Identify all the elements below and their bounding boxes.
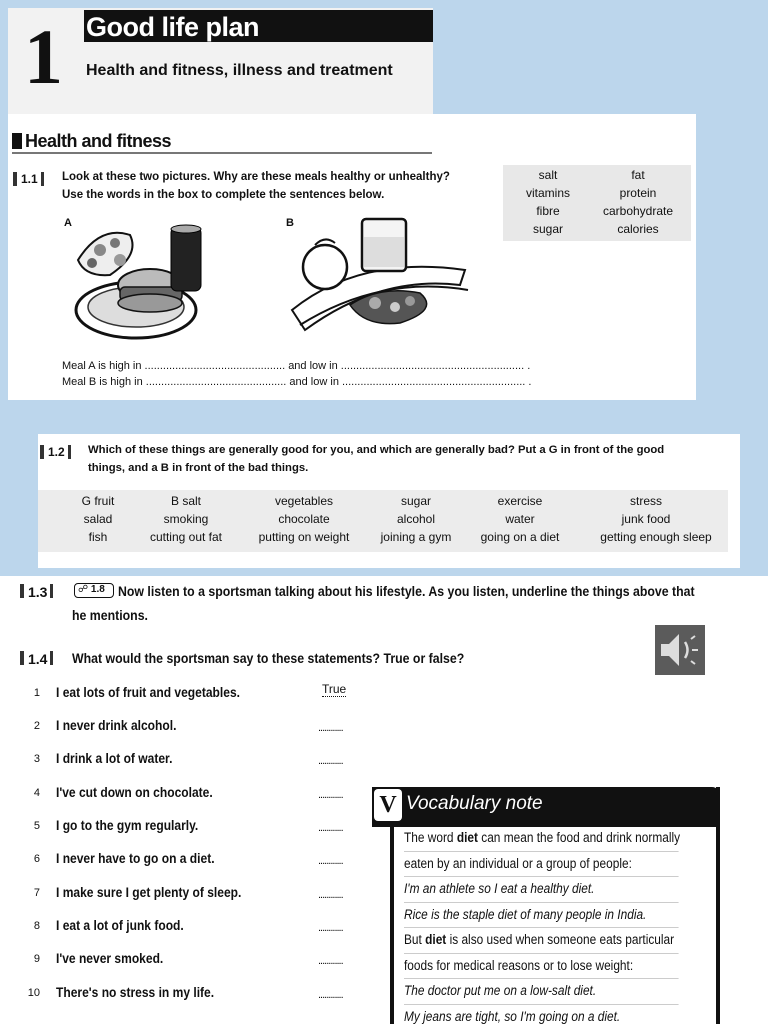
statement-answer[interactable]: ............ bbox=[318, 989, 343, 1001]
statement-text: I go to the gym regularly. bbox=[56, 817, 199, 833]
vocab-example: I'm an athlete so I eat a healthy diet. bbox=[404, 877, 679, 903]
statement-text: I never have to go on a diet. bbox=[56, 850, 215, 866]
vocabulary-note-border bbox=[716, 787, 720, 1024]
word-box-item: carbohydrate bbox=[602, 204, 674, 218]
word-box-item: fat bbox=[631, 168, 645, 182]
word-box-item: calories bbox=[617, 222, 659, 236]
gb-word[interactable]: salad bbox=[83, 512, 113, 526]
gb-word[interactable]: fish bbox=[88, 530, 108, 544]
gb-word[interactable]: sugar bbox=[400, 494, 432, 508]
gb-word[interactable]: cutting out fat bbox=[149, 530, 223, 544]
statement-text: I make sure I get plenty of sleep. bbox=[56, 884, 242, 900]
vocab-line: eaten by an individual or a group of people: bbox=[404, 852, 679, 878]
statement-answer[interactable]: ............ bbox=[318, 789, 343, 801]
statement-number: 10 bbox=[27, 987, 40, 999]
gb-word[interactable]: G fruit bbox=[81, 494, 115, 508]
statement-number: 3 bbox=[33, 753, 40, 765]
gb-word[interactable]: putting on weight bbox=[258, 530, 350, 544]
statement-answer[interactable]: ............ bbox=[318, 755, 343, 767]
exercise-1-4-instruction: What would the sportsman say to these statements? True or false? bbox=[72, 650, 465, 666]
exercise-1-1-number: 1.1 bbox=[13, 170, 38, 188]
gb-word[interactable]: going on a diet bbox=[480, 530, 560, 544]
section-divider bbox=[12, 152, 432, 154]
statement-number: 1 bbox=[33, 687, 40, 699]
statement-number: 5 bbox=[33, 820, 40, 832]
unit-subtitle: Health and fitness, illness and treatment bbox=[86, 62, 393, 79]
word-box-item: fibre bbox=[536, 204, 560, 218]
vocab-line: foods for medical reasons or to lose weight: bbox=[404, 954, 679, 980]
statement-text: There's no stress in my life. bbox=[56, 984, 215, 1000]
vocab-line: The word diet can mean the food and drink normally bbox=[404, 826, 679, 852]
statement-number: 8 bbox=[33, 920, 40, 932]
meal-a-illustration bbox=[70, 215, 210, 345]
picture-a-label: A bbox=[64, 217, 72, 229]
sentence-meal-a[interactable]: Meal A is high in .............................................. and low in ............................................................ . bbox=[62, 360, 531, 372]
gb-word[interactable]: joining a gym bbox=[380, 530, 452, 544]
gb-word[interactable]: water bbox=[505, 512, 535, 526]
section-heading: Health and fitness bbox=[12, 131, 171, 152]
word-box-item: vitamins bbox=[525, 186, 570, 200]
exercise-1-3-number: 1.3 bbox=[20, 584, 47, 602]
vocab-example: My jeans are tight, so I'm going on a diet. bbox=[404, 1005, 679, 1024]
audio-track-badge: ☍ 1.8 bbox=[74, 583, 114, 598]
speaker-icon bbox=[655, 625, 705, 675]
vocab-example: Rice is the staple diet of many people in India. bbox=[404, 903, 679, 929]
word-box-item: protein bbox=[619, 186, 657, 200]
exercise-1-3-instruction-line2: he mentions. bbox=[72, 607, 148, 623]
statement-text: I've cut down on chocolate. bbox=[56, 784, 213, 800]
word-box-item: sugar bbox=[532, 222, 564, 236]
picture-b-label: B bbox=[286, 217, 294, 229]
exercise-1-3-instruction-line1: Now listen to a sportsman talking about his lifestyle. As you listen, underline the things above that bbox=[118, 583, 695, 599]
statement-text: I drink a lot of water. bbox=[56, 750, 173, 766]
vocab-example: The doctor put me on a low-salt diet. bbox=[404, 979, 679, 1005]
gb-word[interactable]: smoking bbox=[163, 512, 209, 526]
statement-text: I've never smoked. bbox=[56, 950, 164, 966]
vocabulary-note-title: Vocabulary note bbox=[406, 793, 543, 814]
gb-word[interactable]: vegetables bbox=[274, 494, 334, 508]
statement-answer[interactable]: ............ bbox=[318, 855, 343, 867]
meal-b-illustration bbox=[290, 215, 470, 350]
statement-number: 2 bbox=[33, 720, 40, 732]
statement-number: 9 bbox=[33, 953, 40, 965]
gb-word[interactable]: getting enough sleep bbox=[600, 530, 712, 544]
statement-text: I never drink alcohol. bbox=[56, 717, 177, 733]
exercise-1-4-number: 1.4 bbox=[20, 651, 47, 669]
headphones-icon: ☍ bbox=[78, 584, 89, 595]
speaker-button[interactable] bbox=[655, 625, 705, 675]
statement-text: I eat a lot of junk food. bbox=[56, 917, 184, 933]
gb-word[interactable]: stress bbox=[629, 494, 662, 508]
vocabulary-badge-icon: V bbox=[374, 789, 402, 821]
gb-word[interactable]: junk food bbox=[621, 512, 671, 526]
statement-text: I eat lots of fruit and vegetables. bbox=[56, 684, 240, 700]
gb-word[interactable]: exercise bbox=[497, 494, 543, 508]
gb-word[interactable]: alcohol bbox=[396, 512, 436, 526]
gb-word[interactable]: B salt bbox=[170, 494, 201, 508]
vocab-line: But diet is also used when someone eats particular bbox=[404, 928, 679, 954]
gb-word[interactable]: chocolate bbox=[278, 512, 330, 526]
statement-answer[interactable]: ............ bbox=[318, 889, 343, 901]
good-bad-word-box bbox=[38, 490, 728, 552]
statement-answer[interactable]: ............ bbox=[318, 955, 343, 967]
statement-number: 4 bbox=[33, 787, 40, 799]
statement-answer[interactable]: ............ bbox=[318, 722, 343, 734]
statement-number: 6 bbox=[33, 853, 40, 865]
exercise-1-2-instruction: Which of these things are generally good for you, and which are generally bad? Put a G in front of the good things, and a B in front of the bad things. bbox=[88, 444, 665, 474]
statement-answer[interactable]: ............ bbox=[318, 922, 343, 934]
unit-title: Good life plan bbox=[86, 12, 259, 42]
statement-number: 7 bbox=[33, 887, 40, 899]
statement-answer[interactable]: ............ bbox=[318, 822, 343, 834]
exercise-1-2-number: 1.2 bbox=[40, 443, 65, 461]
sentence-meal-b[interactable]: Meal B is high in .............................................. and low in ............................................................ . bbox=[62, 376, 532, 388]
unit-number: 1 bbox=[24, 13, 63, 100]
word-box bbox=[503, 165, 691, 241]
vocabulary-note-body bbox=[390, 826, 716, 1024]
statement-answer[interactable]: True bbox=[322, 682, 347, 696]
exercise-1-1-instruction: Look at these two pictures. Why are these meals healthy or unhealthy? Use the words in the box to complete the sentences below. bbox=[62, 171, 450, 201]
word-box-item: salt bbox=[538, 168, 558, 182]
